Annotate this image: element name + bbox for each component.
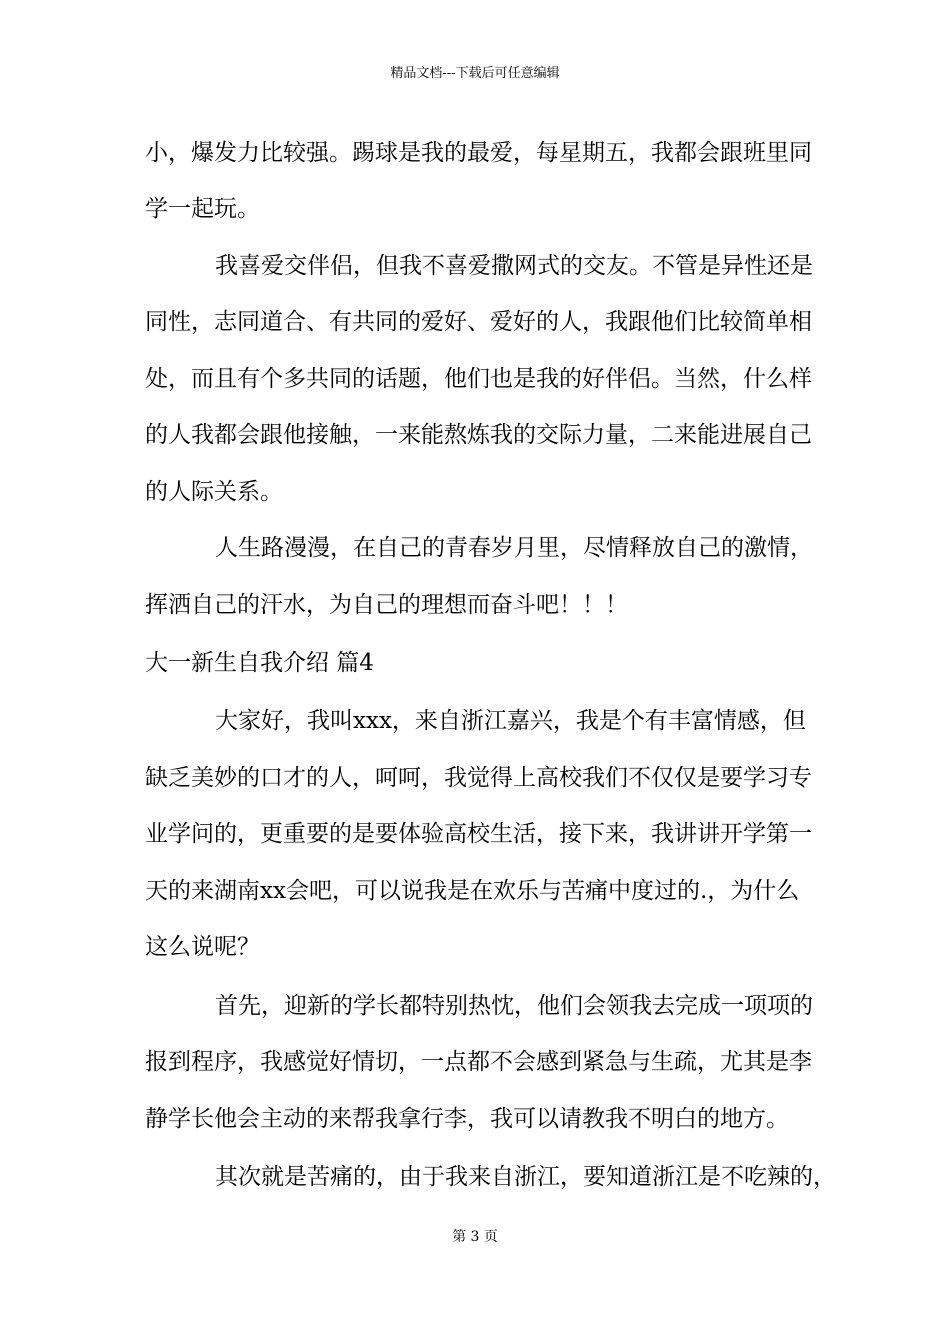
text-line: 大家好，我叫xxx，来自浙江嘉兴，我是个有丰富情感，但 (215, 708, 806, 734)
text-line: 小，爆发力比较强。踢球是我的最爱，每星期五，我都会跟班里同 (145, 140, 812, 166)
text-line: 挥洒自己的汗水，为自己的理想而奋斗吧！！！ (145, 592, 628, 618)
text-line: 其次就是苦痛的，由于我来自浙江，要知道浙江是不吃辣的， (215, 1164, 836, 1190)
text-line: 报到程序，我感觉好情切，一点都不会感到紧急与生疏，尤其是李 (145, 1049, 812, 1075)
text-line: 天的来湖南xx会吧，可以说我是在欢乐与苦痛中度过的.，为什么 (145, 878, 800, 904)
page-header: 精品文档---下载后可任意编辑 (390, 66, 560, 81)
text-line: 业学问的，更重要的是要体验高校生活，接下来，我讲讲开学第一 (145, 821, 812, 847)
text-line: 同性，志同道合、有共同的爱好、爱好的人，我跟他们比较简单相 (145, 309, 812, 335)
text-line: 首先，迎新的学长都特别热忱，他们会领我去完成一项项的 (215, 993, 813, 1019)
text-line: 人生路漫漫，在自己的青春岁月里，尽情释放自己的激情， (215, 535, 813, 561)
section-heading: 大一新生自我介绍 篇4 (145, 650, 374, 676)
page-number: 第 3 页 (452, 1229, 498, 1245)
text-line: 静学长他会主动的来帮我拿行李，我可以请教我不明白的地方。 (145, 1106, 789, 1132)
text-line: 我喜爱交伴侣，但我不喜爱撒网式的交友。不管是异性还是 (215, 253, 813, 279)
text-line: 这么说呢？ (145, 934, 260, 960)
text-line: 缺乏美妙的口才的人，呵呵，我觉得上高校我们不仅仅是要学习专 (145, 765, 812, 791)
text-line: 的人际关系。 (145, 479, 283, 505)
text-line: 处，而且有个多共同的话题，他们也是我的好伴侣。当然，什么样 (145, 366, 812, 392)
text-line: 学一起玩。 (145, 196, 260, 222)
text-line: 的人我都会跟他接触，一来能熬炼我的交际力量，二来能进展自己 (145, 422, 812, 448)
